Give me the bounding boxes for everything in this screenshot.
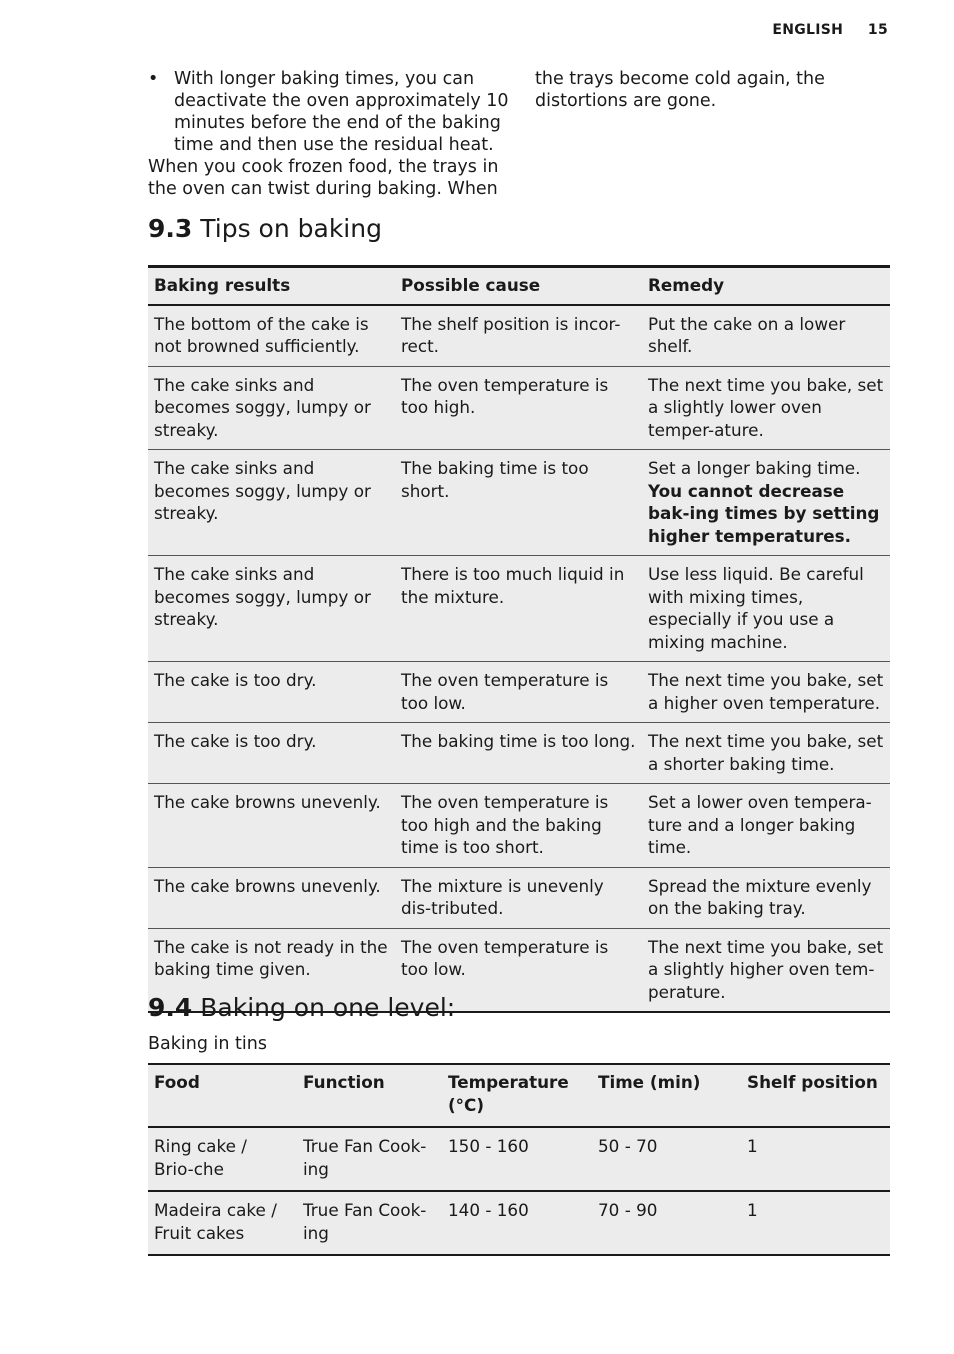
cause-cell: The oven temperature is too low.	[395, 662, 642, 723]
column-header: Remedy	[642, 267, 890, 305]
cause-cell: The baking time is too short.	[395, 450, 642, 556]
remedy-cell: The next time you bake, set a slightly lower oven temper-ature.	[642, 366, 890, 450]
table-header-row	[148, 1064, 890, 1127]
table-row	[148, 1191, 890, 1255]
table-row	[148, 662, 890, 723]
baking-tips-table	[148, 265, 890, 1013]
section-number: 9.3	[148, 214, 193, 243]
table-row	[148, 305, 890, 367]
result-cell: The cake browns unevenly.	[148, 784, 395, 868]
remedy-warning: You cannot decrease bak-ing times by setting higher temperatures.	[648, 480, 880, 546]
time-cell: 70 - 90	[592, 1191, 741, 1255]
cause-cell: The mixture is unevenly dis-tributed.	[395, 867, 642, 928]
subheading-baking-in-tins: Baking in tins	[148, 1034, 267, 1054]
result-cell: The cake sinks and becomes soggy, lumpy or streaky.	[148, 556, 395, 662]
time-cell: 50 - 70	[592, 1127, 741, 1191]
result-cell: The cake sinks and becomes soggy, lumpy or streaky.	[148, 450, 395, 556]
result-cell: The cake is too dry.	[148, 723, 395, 784]
baking-in-tins-table	[148, 1063, 890, 1256]
temperature-cell: 150 - 160	[442, 1127, 592, 1191]
bullet-icon: •	[148, 69, 159, 89]
intro-left-column	[148, 68, 510, 200]
column-header: Shelf position	[741, 1064, 890, 1127]
table-row	[148, 556, 890, 662]
food-cell: Madeira cake / Fruit cakes	[148, 1191, 297, 1255]
section-title: Baking on one level:	[200, 993, 456, 1022]
paragraph-left: When you cook frozen food, the trays in the oven can twist during baking. When	[148, 157, 499, 199]
result-cell: The cake is too dry.	[148, 662, 395, 723]
remedy-text: Set a longer baking time.	[648, 458, 861, 478]
remedy-cell: The next time you bake, set a shorter baking time.	[642, 723, 890, 784]
cause-cell: The oven temperature is too high.	[395, 366, 642, 450]
table-row	[148, 450, 890, 556]
result-cell: The bottom of the cake is not browned sufficiently.	[148, 305, 395, 367]
table-row	[148, 784, 890, 868]
result-cell: The cake browns unevenly.	[148, 867, 395, 928]
section-heading-9-3	[148, 214, 382, 243]
food-cell: Ring cake / Brio-che	[148, 1127, 297, 1191]
remedy-cell: The next time you bake, set a higher oven temperature.	[642, 662, 890, 723]
page-header	[772, 22, 888, 38]
column-header: Possible cause	[395, 267, 642, 305]
cause-cell: There is too much liquid in the mixture.	[395, 556, 642, 662]
shelf-cell: 1	[741, 1191, 890, 1255]
cause-cell: The shelf position is incor-rect.	[395, 305, 642, 367]
remedy-cell: Spread the mixture evenly on the baking tray.	[642, 867, 890, 928]
remedy-cell: Use less liquid. Be careful with mixing times, especially if you use a mixing machine.	[642, 556, 890, 662]
bullet-item	[148, 68, 510, 156]
column-header: Time (min)	[592, 1064, 741, 1127]
cause-cell: The oven temperature is too low.	[395, 928, 642, 1012]
remedy-cell: Put the cake on a lower shelf.	[642, 305, 890, 367]
result-cell: The cake sinks and becomes soggy, lumpy or streaky.	[148, 366, 395, 450]
table-row	[148, 867, 890, 928]
result-cell: The cake is not ready in the baking time given.	[148, 928, 395, 1012]
cause-cell: The oven temperature is too high and the baking time is too short.	[395, 784, 642, 868]
section-heading-9-4	[148, 993, 455, 1022]
shelf-cell: 1	[741, 1127, 890, 1191]
remedy-cell	[642, 450, 890, 556]
function-cell: True Fan Cook-ing	[297, 1127, 442, 1191]
column-header: Baking results	[148, 267, 395, 305]
bullet-text: With longer baking times, you can deactivate the oven approximately 10 minutes before the end of the baking time and then use the residual heat.	[174, 69, 509, 155]
page-number: 15	[867, 22, 888, 38]
column-header: Function	[297, 1064, 442, 1127]
section-title: Tips on baking	[200, 214, 382, 243]
language-label: ENGLISH	[772, 22, 844, 38]
table-row	[148, 366, 890, 450]
column-header: Temperature (°C)	[442, 1064, 592, 1127]
temperature-cell: 140 - 160	[442, 1191, 592, 1255]
remedy-cell: Set a lower oven tempera-ture and a longer baking time.	[642, 784, 890, 868]
cause-cell: The baking time is too long.	[395, 723, 642, 784]
table-row	[148, 723, 890, 784]
function-cell: True Fan Cook-ing	[297, 1191, 442, 1255]
column-header: Food	[148, 1064, 297, 1127]
table-row	[148, 1127, 890, 1191]
table-header-row	[148, 267, 890, 305]
paragraph-right: the trays become cold again, the distortions are gone.	[535, 69, 825, 111]
section-number: 9.4	[148, 993, 193, 1022]
remedy-cell: The next time you bake, set a slightly higher oven tem-perature.	[642, 928, 890, 1012]
